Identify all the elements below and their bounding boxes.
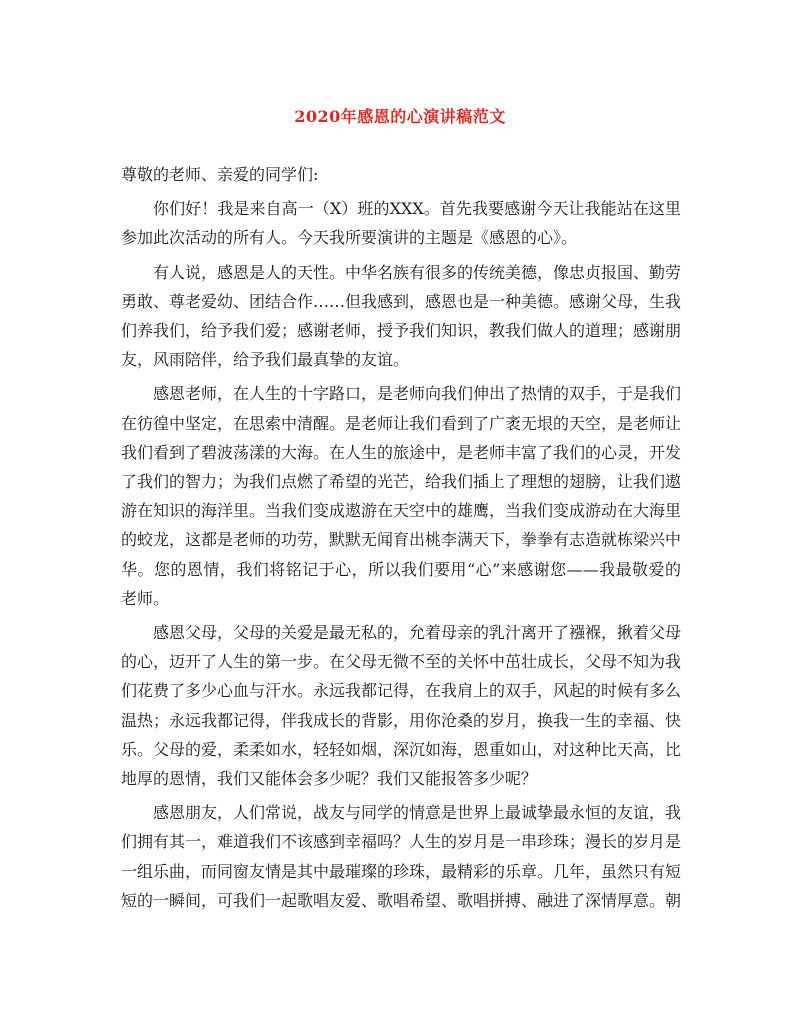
paragraph-greeting: 你们好！我是来自高一（X）班的XXX。首先我要感谢今天让我能站在这里参加此次活动的所有人。今天我所要演讲的主题是《感恩的心》。 xyxy=(121,199,681,248)
document-title: 2020年感恩的心演讲稿范文 xyxy=(294,107,506,126)
paragraph-thank-teachers: 感恩老师，在人生的十字路口，是老师向我们伸出了热情的双手，于是我们在彷徨中坚定，在思索中清醒。是老师让我们看到了广袤无垠的天空，是老师让我们看到了碧波荡漾的大海。在人生的旅途中，是老师丰富了我们的心灵，开发了我们的智力；为我们点燃了希望的光芒，给我们插上了理想的翅膀，让我们遨游在知识的海洋里。当我们变成遨游在天空中的雄鹰，当我们变成游动在大海里的蛟龙，这都是老师的功劳，默默无闻育出桃李满天下，拳拳有志造就栋梁兴中华。您的恩情，我们将铭记于心，所以我们要用“心”来感谢您——我最敬爱的老师。 xyxy=(121,384,682,608)
paragraph-thank-parents: 感恩父母，父母的关爱是最无私的，允着母亲的乳汁离开了襁褓，揪着父母的心，迈开了人生的第一步。在父母无微不至的关怀中茁壮成长，父母不知为我们花费了多少心血与汗水。永远我都记得，在我肩上的双手，风起的时候有多么温热；永远我都记得，伴我成长的背影，用你沧桑的岁月，换我一生的幸福、快乐。父母的爱，柔柔如水，轻轻如烟，深沉如海，恩重如山，对这种比天高，比地厚的恩情，我们又能体会多少呢？我们又能报答多少呢？ xyxy=(121,623,682,789)
document-body xyxy=(121,160,681,920)
paragraph-gratitude-intro: 有人说，感恩是人的天性。中华名族有很多的传统美德，像忠贞报国、勤劳勇敢、尊老爱幼、团结合作……但我感到，感恩也是一种美德。感谢父母，生我们养我们，给予我们爱；感谢老师，授予我们知识，教我们做人的道理；感谢朋友，风雨陪伴，给予我们最真挚的友谊。 xyxy=(121,262,682,370)
paragraph-thank-friends: 感恩朋友，人们常说，战友与同学的情意是世界上最诚挚最永恒的友谊，我们拥有其一，难道我们不该感到幸福吗？人生的岁月是一串珍珠；漫长的岁月是一组乐曲，而同窗友情是其中最璀璨的珍珠，最精彩的乐章。几年，虽然只有短短的一瞬间，可我们一起歌唱友爱、歌唱希望、歌唱拼搏、融进了深情厚意。朝 xyxy=(121,803,682,910)
salutation: 尊敬的老师、亲爱的同学们: xyxy=(121,165,319,184)
